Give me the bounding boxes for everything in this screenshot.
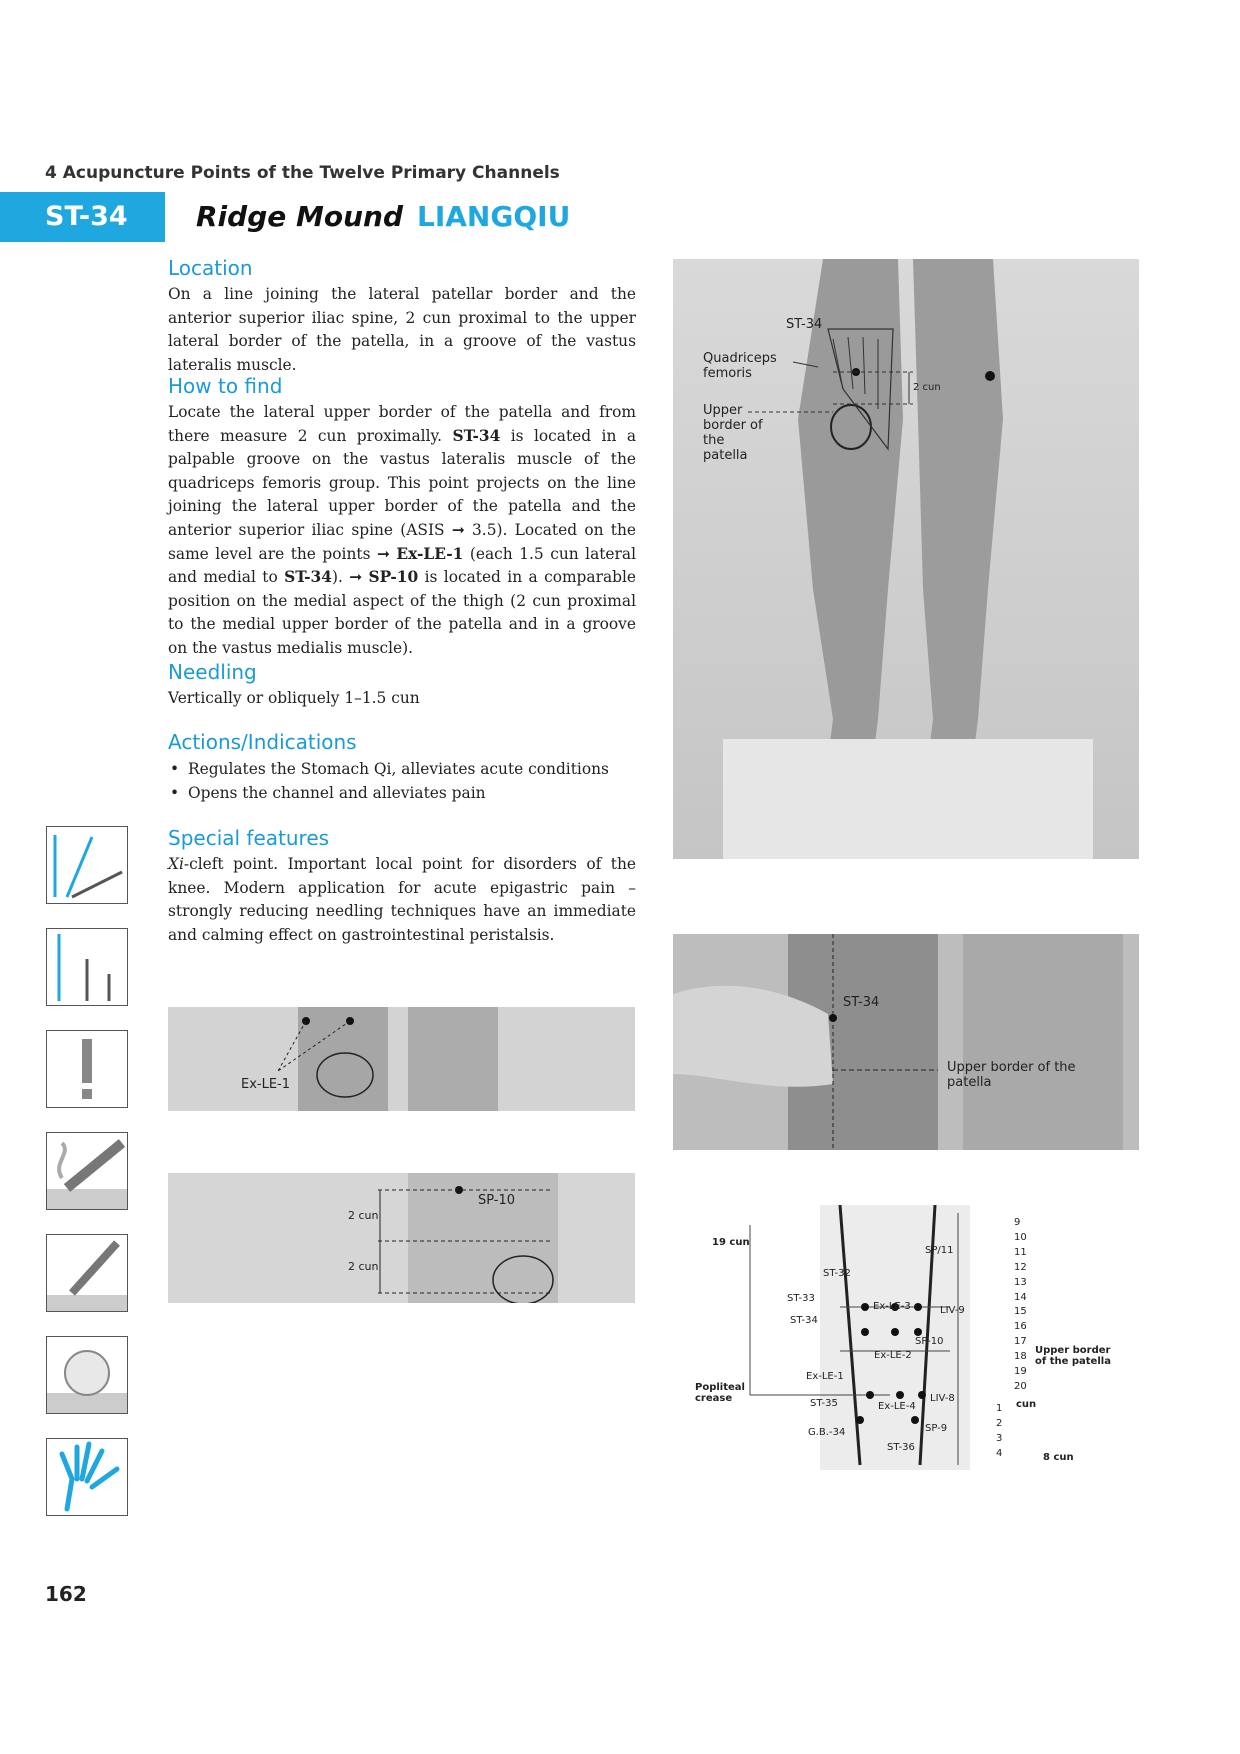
popliteal-label: Popliteal crease xyxy=(695,1382,745,1404)
diagram-lines xyxy=(690,1205,1130,1470)
needling-text: Vertically or obliquely 1–1.5 cun xyxy=(168,689,420,707)
moxibustion-icon xyxy=(46,1132,128,1210)
actions-heading: Actions/Indications xyxy=(168,730,357,754)
point-label: ST-32 xyxy=(823,1268,851,1279)
quadriceps-label: Quadriceps femoris xyxy=(703,351,777,381)
palpation-photo xyxy=(673,934,1139,1150)
st34-label: ST-34 xyxy=(843,995,880,1010)
cutting-needle-icon xyxy=(46,1234,128,1312)
ex-le-1-photo xyxy=(168,1007,635,1111)
palpation-illustration xyxy=(673,934,1139,1150)
point-label: Ex-LE-2 xyxy=(874,1350,912,1361)
legs-illustration xyxy=(673,259,1139,859)
list-item: • Opens the channel and alleviates pain xyxy=(168,782,636,806)
ex-le-1-label: Ex-LE-1 xyxy=(241,1077,291,1092)
point-name: Ridge Mound xyxy=(196,200,403,233)
needle-angle-icon xyxy=(46,826,128,904)
point-label: ST-33 xyxy=(787,1293,815,1304)
nineteen-cun-label: 19 cun xyxy=(712,1237,750,1248)
point-label: LIV-8 xyxy=(930,1393,955,1404)
point-label: SP-9 xyxy=(925,1423,948,1434)
point-label: ST-34 xyxy=(790,1315,818,1326)
location-heading: Location xyxy=(168,256,253,280)
thigh-illustration xyxy=(168,1173,635,1303)
actions-list xyxy=(168,758,636,805)
sp-10-label: SP-10 xyxy=(478,1193,516,1208)
list-item: • Regulates the Stomach Qi, alleviates acute conditions xyxy=(168,758,636,782)
point-label: Ex-LE-3 xyxy=(873,1301,911,1312)
special-features-heading: Special features xyxy=(168,826,330,850)
point-label: G.B.-34 xyxy=(808,1427,846,1438)
chapter-heading: 4 Acupuncture Points of the Twelve Primary Channels xyxy=(45,163,560,183)
two-cun-label: 2 cun xyxy=(913,382,941,393)
point-title xyxy=(196,200,570,233)
point-label: ST-36 xyxy=(887,1442,915,1453)
two-cun-label: 2 cun xyxy=(348,1260,379,1273)
scale-lower: 1 2 3 4 xyxy=(996,1403,1003,1459)
how-to-find-heading: How to find xyxy=(168,374,283,398)
upper-border-label: Upper border of the patella xyxy=(947,1060,1076,1090)
point-label: ST-35 xyxy=(810,1398,838,1409)
point-code-tab: ST-34 xyxy=(0,192,165,242)
cupping-icon xyxy=(46,1336,128,1414)
knee-illustration xyxy=(168,1007,635,1111)
hand-skeleton-icon xyxy=(46,1438,128,1516)
st34-label: ST-34 xyxy=(786,317,823,332)
needle-length-icon xyxy=(46,928,128,1006)
caution-icon xyxy=(46,1030,128,1108)
special-features-text: Xi-cleft point. Important local point for disorders of the knee. Modern application for acute epigastric pain – strongly reducing needling techniques have an immediate and calming effect on gastrointestinal peristalsis. xyxy=(168,855,636,944)
point-label: LIV-9 xyxy=(940,1305,965,1316)
scale-upper: 9 10 11 12 13 14 15 16 17 18 19 20 xyxy=(1014,1217,1027,1392)
sp-10-photo xyxy=(168,1173,635,1303)
pinyin-name: LIANGQIU xyxy=(417,200,571,233)
upper-border-label: Upper border of the patella xyxy=(703,403,763,463)
point-label: SP/11 xyxy=(925,1245,954,1256)
point-label: SP-10 xyxy=(915,1336,944,1347)
page-number: 162 xyxy=(45,1582,87,1606)
location-text: On a line joining the lateral patellar border and the anterior superior iliac spine, 2 cun proximal to the upper lateral border of the patella, in a groove of the vastus lateralis muscle. xyxy=(168,285,636,374)
eight-cun-label: 8 cun xyxy=(1043,1452,1074,1463)
point-label: Ex-LE-4 xyxy=(878,1401,916,1412)
two-cun-label: 2 cun xyxy=(348,1209,379,1222)
standing-legs-photo xyxy=(673,259,1139,859)
cun-label: cun xyxy=(1016,1399,1037,1410)
point-label: Ex-LE-1 xyxy=(806,1371,844,1382)
upper-border-label: Upper border of the patella xyxy=(1035,1345,1111,1367)
knee-diagram xyxy=(690,1205,1130,1470)
how-to-find-text: Locate the lateral upper border of the patella and from there measure 2 cun proximally. ST-34 is located in a palpable groove on the vastus lateralis muscle of the quadriceps femoris group. This point projects on the line joining the lateral upper border of the patella and the anterior superior iliac spine (ASIS ➞ 3.5). Located on the same level are the points ➞ Ex-LE-1 (each 1.5 cun lateral and medial to ST-34). ➞ SP-10 is located in a comparable position on the medial aspect of the thigh (2 cun proximal to the medial upper border of the patella and in a groove on the vastus medialis muscle). xyxy=(168,403,637,657)
needling-heading: Needling xyxy=(168,660,257,684)
